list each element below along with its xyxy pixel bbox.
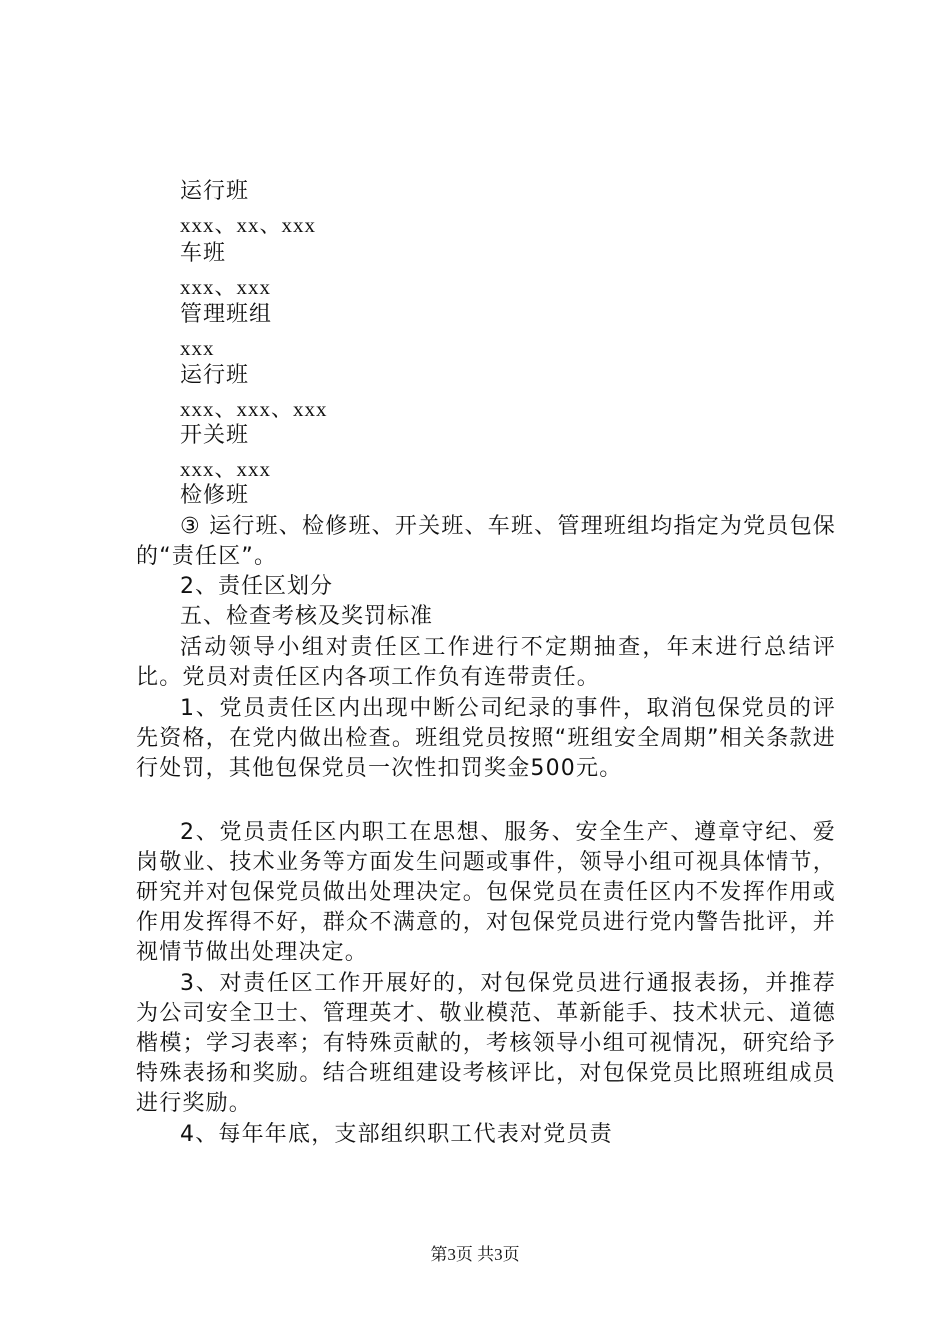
page-footer: 第3页 共3页 [430,1245,520,1264]
list-item-team: 运行班 [180,363,250,388]
list-item-members: xxx [180,336,215,360]
paragraph-item-1: 1、党员责任区内出现中断公司纪录的事件，取消包保党员的评先资格，在党内做出检查。班组党员按照“班组安全周期”相关条款进行处罚，其他包保党员一次性扣罚奖金500元。 [136,696,836,781]
list-item-members: xxx、xxx [180,275,271,299]
list-item-members: xxx、xx、xxx [180,213,316,237]
paragraph-responsibility-zone: ③ 运行班、检修班、开关班、车班、管理班组均指定为党员包保的“责任区”。 [136,514,836,569]
list-item-members: xxx、xxx [180,457,271,481]
list-item-team: 开关班 [180,423,250,448]
list-item-team: 运行班 [180,179,250,204]
list-item-team: 管理班组 [180,302,273,327]
paragraph-intro: 活动领导小组对责任区工作进行不定期抽查，年末进行总结评比。党员对责任区内各项工作负有连带责任。 [136,635,836,690]
section-heading: 2、责任区划分 [180,574,333,599]
list-item-team: 检修班 [180,483,250,508]
list-item-members: xxx、xxx、xxx [180,397,328,421]
paragraph-item-3: 3、对责任区工作开展好的，对包保党员进行通报表扬，并推荐为公司安全卫士、管理英才、敬业模范、革新能手、技术状元、道德楷模；学习表率；有特殊贡献的，考核领导小组可视情况，研究给予特殊表扬和奖励。结合班组建设考核评比，对包保党员比照班组成员进行奖励。 [136,971,836,1116]
paragraph-item-2: 2、党员责任区内职工在思想、服务、安全生产、遵章守纪、爱岗敬业、技术业务等方面发生问题或事件，领导小组可视具体情节，研究并对包保党员做出处理决定。包保党员在责任区内不发挥作用或作用发挥得不好，群众不满意的，对包保党员进行党内警告批评，并视情节做出处理决定。 [136,820,836,965]
paragraph-item-4: 4、每年年底，支部组织职工代表对党员责 [180,1122,613,1147]
list-item-team: 车班 [180,241,227,266]
section-heading: 五、检查考核及奖罚标准 [180,604,434,629]
